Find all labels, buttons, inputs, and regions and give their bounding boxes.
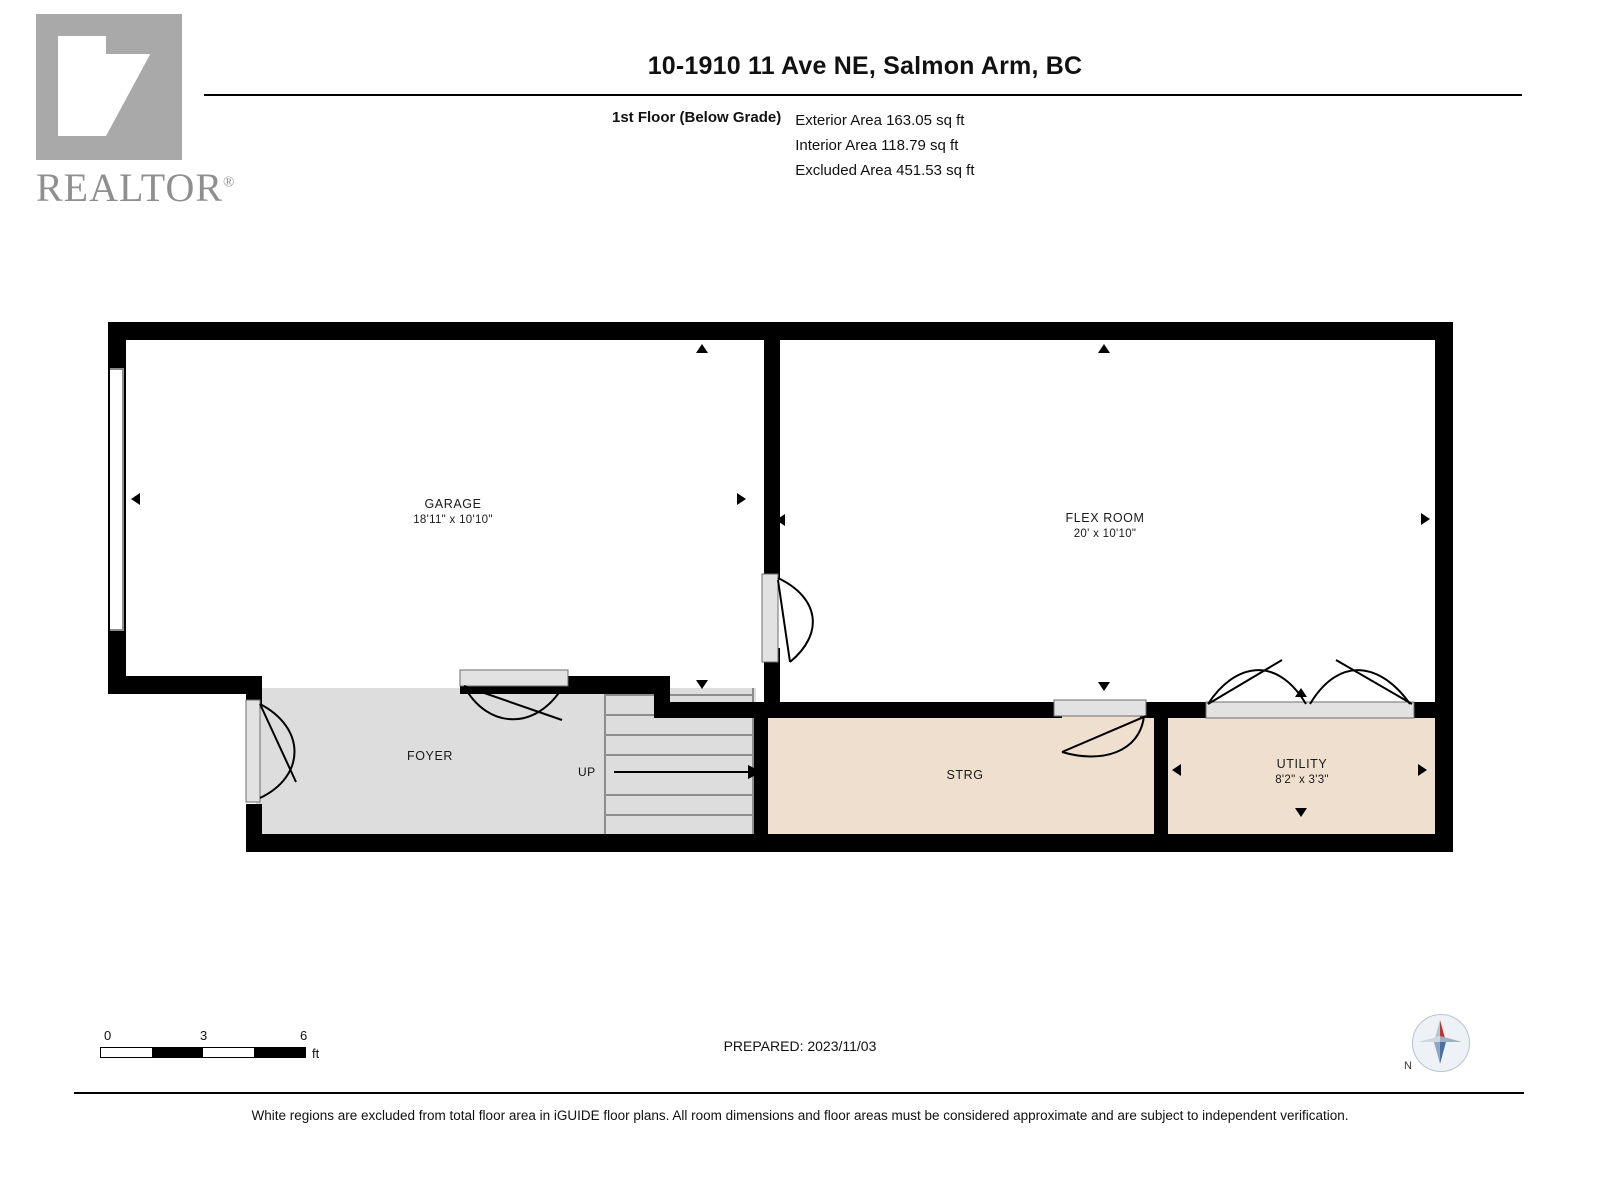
dimension-arrow-right (1418, 764, 1427, 776)
dimension-arrow-right (1421, 513, 1430, 525)
door-garage-foyer (458, 668, 573, 738)
compass-rose-icon (1404, 1010, 1474, 1080)
footer-divider (74, 1092, 1524, 1094)
scale-tick-1: 3 (200, 1028, 208, 1043)
dimension-arrow-up (696, 344, 708, 353)
scale-tick-2: 6 (300, 1028, 308, 1043)
room-label-garage (353, 496, 553, 528)
page-title: 10-1910 11 Ave NE, Salmon Arm, BC (647, 52, 1083, 80)
garage-dimensions: 18'11" x 10'10" (413, 514, 493, 526)
dimension-arrow-down (696, 680, 708, 689)
realtor-wordmark-text: REALTOR (36, 165, 224, 210)
compass-north-label: N (1404, 1060, 1412, 1072)
stair-tread (604, 694, 754, 696)
room-label-utility (1222, 756, 1382, 788)
flex-room-name: FLEX ROOM (1065, 511, 1145, 525)
dimension-arrow-down (1098, 682, 1110, 691)
interior-area: Interior Area 118.79 sq ft (795, 137, 959, 154)
dimension-arrow-left (131, 493, 140, 505)
room-label-flex-room (1005, 510, 1205, 542)
dimension-arrow-up (1098, 344, 1110, 353)
excluded-area: Excluded Area 451.53 sq ft (795, 162, 975, 179)
dimension-arrow-up (1295, 688, 1307, 697)
floor-label: 1st Floor (Below Grade) (612, 109, 782, 126)
dimension-arrow-right (737, 493, 746, 505)
stair-tread (604, 734, 754, 736)
room-label-storage (885, 767, 1045, 783)
dimension-arrow-left (776, 514, 785, 526)
wall-flex-bottom-left (654, 702, 1062, 718)
stair-tread (604, 794, 754, 796)
utility-name: UTILITY (1276, 757, 1328, 771)
door-foyer-entry (244, 694, 320, 812)
stair-up-label: UP (578, 765, 596, 779)
stair-tread (604, 754, 754, 756)
storage-name: STRG (946, 768, 984, 782)
garage-name: GARAGE (424, 497, 482, 511)
interior-wall-garage-flex-upper (764, 322, 780, 580)
window-frame-line (122, 368, 124, 630)
flex-room-dimensions: 20' x 10'10" (1073, 528, 1137, 540)
room-label-foyer (345, 748, 515, 764)
scale-unit-label: ft (312, 1046, 320, 1061)
door-flex-room (760, 572, 832, 668)
scale-tick-0: 0 (104, 1028, 112, 1043)
wall-garage-bottom-left (108, 676, 256, 694)
stair-edge (604, 688, 606, 836)
exterior-wall-top (108, 322, 1453, 340)
prepared-date: PREPARED: 2023/11/03 (723, 1038, 877, 1054)
compass-needle (1412, 1014, 1468, 1070)
door-storage (1052, 696, 1162, 772)
foyer-name: FOYER (406, 749, 454, 763)
utility-dimensions: 8'2" x 3'3" (1275, 774, 1329, 786)
registered-mark: ® (223, 174, 236, 191)
door-utility-double (1200, 648, 1422, 720)
dimension-arrow-left (1172, 764, 1181, 776)
disclaimer-text: White regions are excluded from total floor area in iGUIDE floor plans. All room dimensions and floor areas must be considered approximate and are subject to independent verification. (251, 1108, 1349, 1123)
exterior-wall-right (1435, 322, 1453, 836)
stair-tread (604, 814, 754, 816)
dimension-arrow-down (1295, 808, 1307, 817)
exterior-area: Exterior Area 163.05 sq ft (795, 112, 965, 129)
stair-direction-arrow (612, 762, 764, 782)
exterior-wall-bottom (246, 834, 1453, 852)
